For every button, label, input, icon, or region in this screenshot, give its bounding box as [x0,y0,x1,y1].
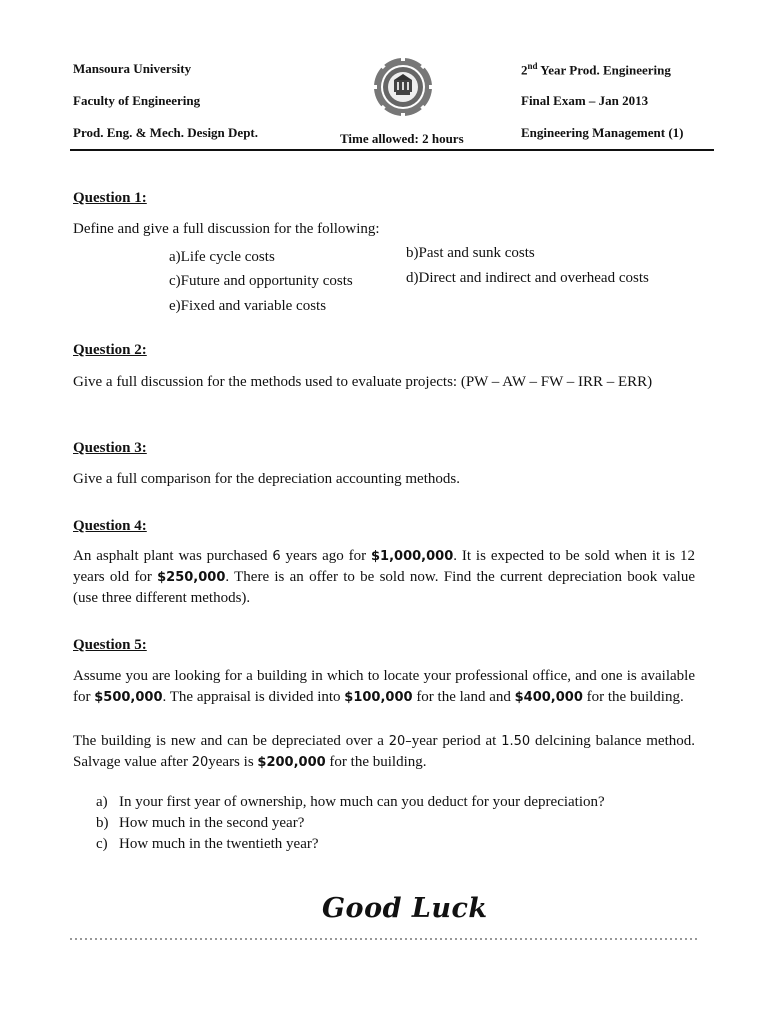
q5-sub-a: a) In your first year of ownership, how much can you deduct for your depreciation? [96,794,605,810]
department-name: Prod. Eng. & Mech. Design Dept. [73,125,259,140]
question-1-intro: Define and give a full discussion for the following: [73,221,380,237]
faculty-name: Faculty of Engineering [73,93,201,108]
question-5-paragraph-1: Assume you are looking for a building in which to locate your professional office, and one is available for $500,000. The appraisal is divided into $100,000 for the land and $400,000 for the building. [73,668,695,705]
time-allowed: Time allowed: 2 hours [340,131,464,146]
q5-sub-b: b) How much in the second year? [96,815,305,831]
good-luck-text: Good Luck [322,893,488,924]
q1-item-b: b)Past and sunk costs [406,245,535,261]
question-2-text: Give a full discussion for the methods used to evaluate projects: (PW – AW – FW – IRR – ERR) [73,374,653,390]
question-4-title: Question 4: [73,518,147,534]
question-2-title: Question 2: [73,342,147,358]
university-name: Mansoura University [73,61,192,76]
q5-sub-c: c) How much in the twentieth year? [96,836,319,852]
question-4-text: An asphalt plant was purchased 6 years ago for $1,000,000. It is expected to be sold when it is 12 years old for $250,000. There is an offer to be sold now. Find the current depreciation book value (use three different methods). [73,548,695,606]
question-3-text: Give a full comparison for the depreciation accounting methods. [73,471,460,487]
decorative-dotted-border [70,936,698,942]
q1-item-e: e)Fixed and variable costs [169,298,327,314]
q1-item-c: c)Future and opportunity costs [169,273,353,289]
course-name: Engineering Management (1) [521,125,684,140]
question-1-title: Question 1: [73,190,147,206]
question-3-title: Question 3: [73,440,147,456]
university-logo-icon [372,56,434,118]
year-program: 2nd Year Prod. Engineering [521,61,671,78]
header-divider [70,149,714,151]
question-5-title: Question 5: [73,637,147,653]
q1-item-a: a)Life cycle costs [169,249,275,265]
exam-title: Final Exam – Jan 2013 [521,93,649,108]
question-5-paragraph-2: The building is new and can be depreciated over a 20–year period at 1.50 delcining balance method. Salvage value after 20years is $200,000 for the building. [73,733,695,770]
q1-item-d: d)Direct and indirect and overhead costs [406,270,649,286]
